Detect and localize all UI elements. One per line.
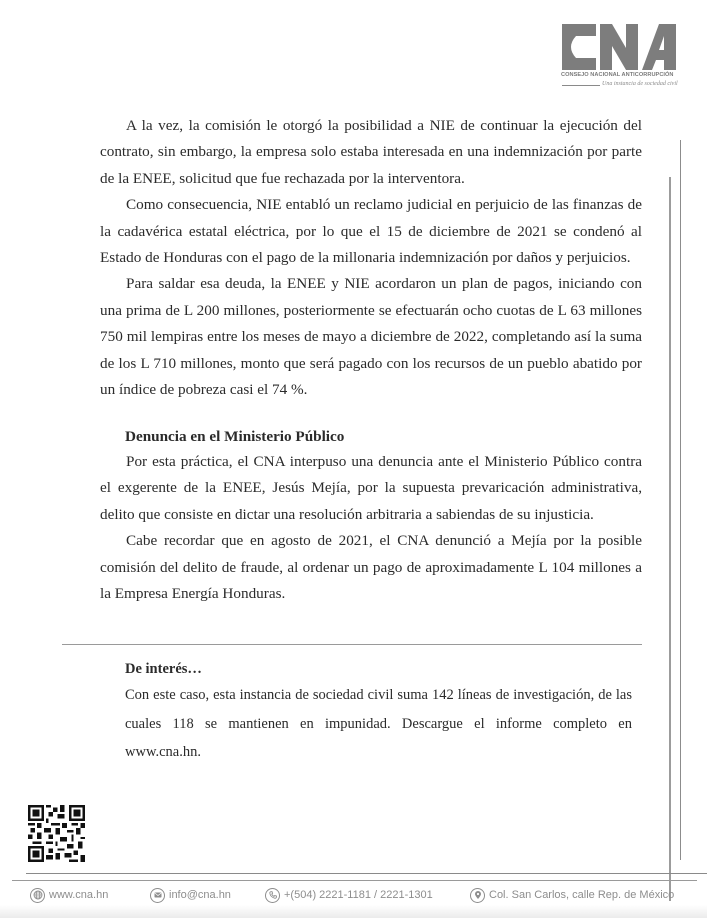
cna-logo-letters xyxy=(562,24,676,70)
footer-address xyxy=(470,884,674,906)
footer-contact xyxy=(30,884,675,906)
article-body-section xyxy=(100,449,642,607)
footer-phone[interactable] xyxy=(265,884,433,906)
cna-logo xyxy=(560,22,678,94)
logo-divider xyxy=(562,85,600,86)
paragraph: Por esta práctica, el CNA interpuso una denuncia ante el Ministerio Público contra el exgerente de la ENEE, Jesús Mejía, por la supuesta prevaricación administrativa, delito que consiste en dictar una resolución arbitraria a sabiendas de su injusticia. xyxy=(100,453,642,523)
paragraph: Para saldar esa deuda, la ENEE y NIE acordaron un plan de pagos, iniciando con una prima de L 200 millones, posteriormente se efectuarán ocho cuotas de L 63 millones 750 mil lempiras entre los meses de mayo a diciembre de 2022, completando así la suma de los L 710 millones, monto que será pagado con los recursos de un pueblo abatido por un índice de pobreza casi el 74 %. xyxy=(100,275,642,399)
qr-code-icon[interactable] xyxy=(28,805,85,862)
article-body xyxy=(100,113,642,403)
globe-icon xyxy=(30,888,45,903)
paragraph: Como consecuencia, NIE entabló un reclamo judicial en perjuicio de las finanzas de la cadavérica estatal eléctrica, por lo que el 15 de diciembre de 2021 se condenó al Estado de Honduras con el pago de la millonaria indemnización por daños y perjuicios. xyxy=(100,196,642,267)
footer-email-text: info@cna.hn xyxy=(169,889,231,901)
footer-email[interactable] xyxy=(150,884,231,906)
paragraph: A la vez, la comisión le otorgó la posibilidad a NIE de continuar la ejecución del contrato, sin embargo, la empresa solo estaba interesada en una indemnización por parte de la ENEE, solicitud que fue rechazada por la interventora. xyxy=(100,117,642,187)
logo-org-name: CONSEJO NACIONAL ANTICORRUPCIÓN xyxy=(561,72,674,78)
frame-line-vertical-outer xyxy=(680,140,681,860)
interest-text: Con este caso, esta instancia de sociedad civil suma 142 líneas de investigación, de las cuales 118 se mantienen en impunidad. Descargue el informe completo en www.cna.hn. xyxy=(125,687,632,760)
interest-title: De interés… xyxy=(125,661,202,677)
footer-phone-text: +(504) 2221-1181 / 2221-1301 xyxy=(284,889,433,901)
footer-website-text: www.cna.hn xyxy=(49,889,109,901)
section-heading: Denuncia en el Ministerio Público xyxy=(125,428,345,445)
logo-tagline: Una instancia de sociedad civil xyxy=(602,81,678,87)
footer-line-upper xyxy=(26,873,707,874)
location-pin-icon xyxy=(470,888,485,903)
section-divider xyxy=(62,644,642,645)
paragraph: Cabe recordar que en agosto de 2021, el CNA denunció a Mejía por la posible comisión del delito de fraude, al ordenar un pago de aproximadamente L 104 millones a la Empresa Energía Honduras. xyxy=(100,532,642,603)
mail-icon xyxy=(150,888,165,903)
phone-icon xyxy=(265,888,280,903)
footer-line-lower xyxy=(12,880,697,881)
frame-line-vertical-inner xyxy=(669,177,671,901)
footer-shadow xyxy=(0,905,707,918)
footer-address-text: Col. San Carlos, calle Rep. de México xyxy=(489,889,675,901)
footer-website[interactable] xyxy=(30,884,108,906)
